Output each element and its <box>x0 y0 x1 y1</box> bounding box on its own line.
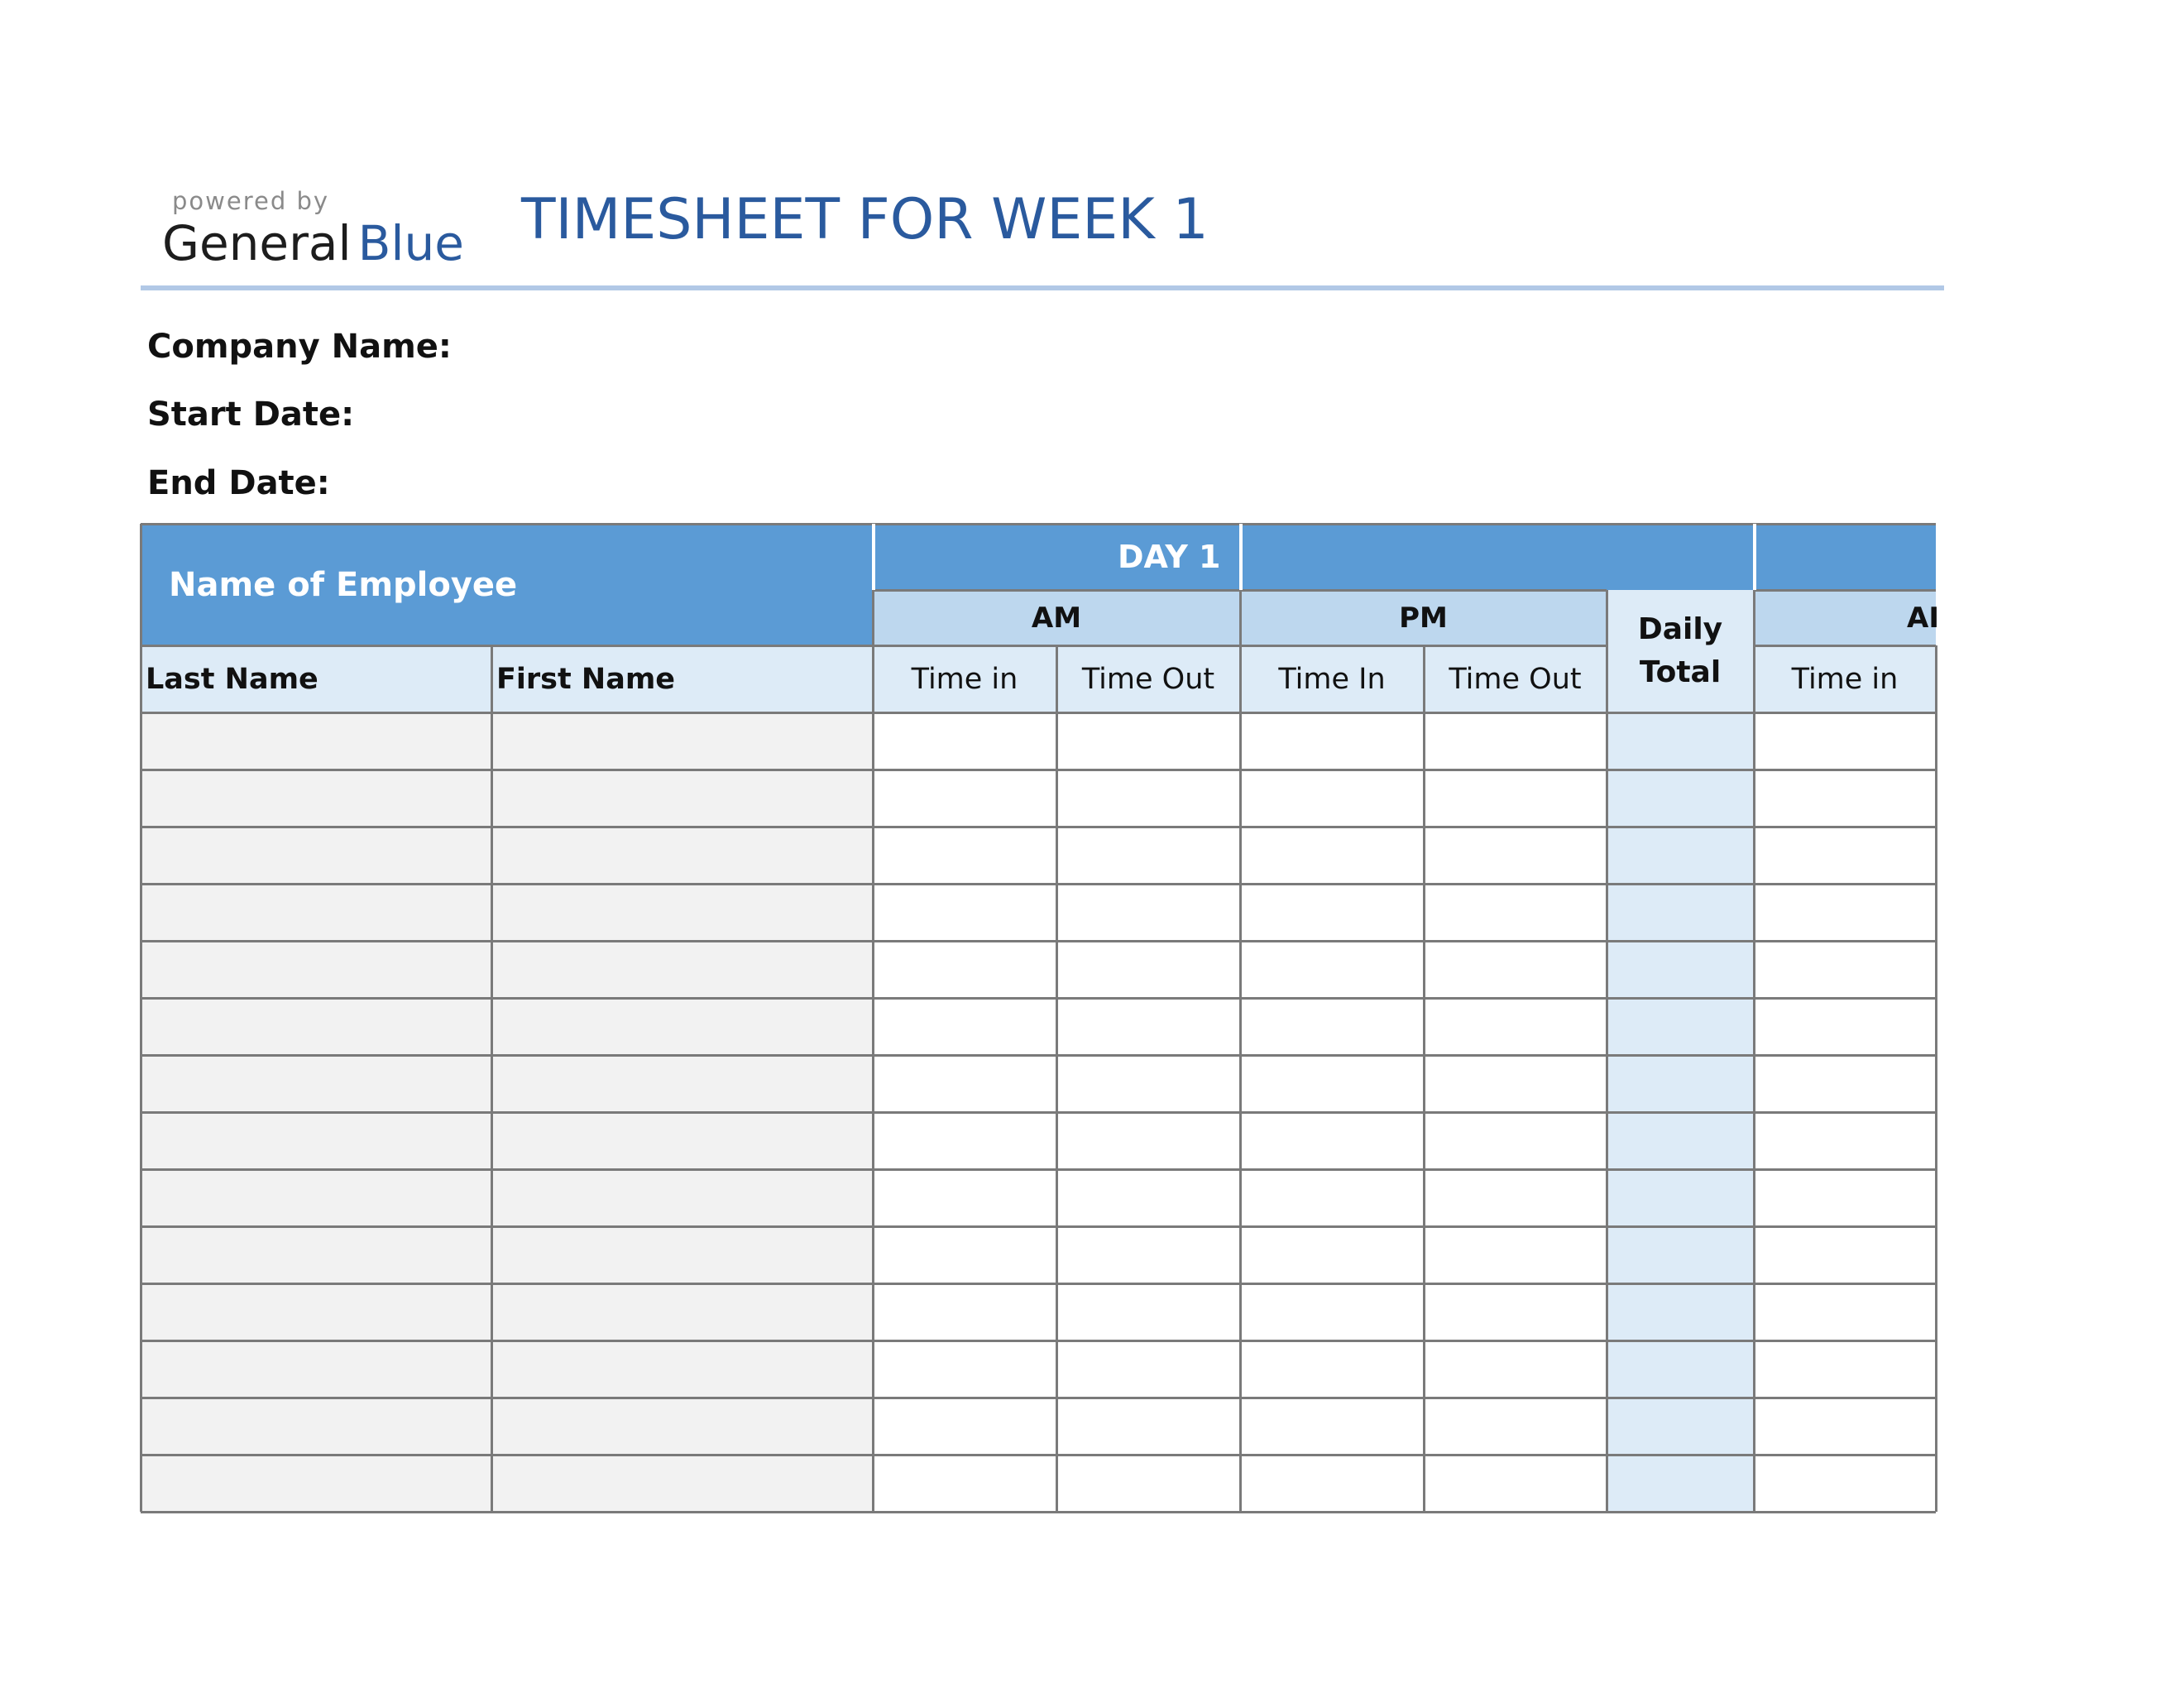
next-am-header <box>1754 590 1939 645</box>
row-divider <box>141 883 1936 885</box>
am-time-in-cell[interactable] <box>873 998 1056 1055</box>
first-name-header <box>491 645 873 712</box>
day-divider <box>872 524 875 590</box>
last-name-cell[interactable] <box>141 941 491 998</box>
daily-total-line2: Total <box>1639 655 1722 689</box>
am-time-out-cell[interactable] <box>1056 884 1240 941</box>
first-name-cell[interactable] <box>491 1112 873 1169</box>
am-time-in-cell[interactable] <box>873 1340 1056 1398</box>
pm-label: PM <box>1399 601 1448 635</box>
pm-time-out-cell[interactable] <box>1424 884 1607 941</box>
next-time-in-label: Time in <box>1791 662 1899 696</box>
row-divider <box>141 1111 1936 1114</box>
last-name-cell[interactable] <box>141 1398 491 1455</box>
pm-time-out-cell[interactable] <box>1424 1112 1607 1169</box>
first-name-cell[interactable] <box>491 712 873 770</box>
daily-total-cell[interactable] <box>1607 1283 1754 1340</box>
row-divider <box>141 1225 1936 1228</box>
row-divider <box>141 712 1936 714</box>
am-time-out-cell[interactable] <box>1056 827 1240 884</box>
next-time-in-cell[interactable] <box>1754 1283 1936 1340</box>
row-divider <box>141 826 1936 828</box>
last-name-cell[interactable] <box>141 1226 491 1283</box>
last-name-header <box>141 645 491 712</box>
am-time-out-cell[interactable] <box>1056 1398 1240 1455</box>
daily-total-cell[interactable] <box>1607 1340 1754 1398</box>
last-name-cell[interactable] <box>141 827 491 884</box>
pm-time-in-cell[interactable] <box>1240 1169 1424 1226</box>
next-time-in-cell[interactable] <box>1754 1112 1936 1169</box>
am-time-out-cell[interactable] <box>1056 1112 1240 1169</box>
next-time-in-cell[interactable] <box>1754 1055 1936 1112</box>
day-2-header <box>1754 524 1936 590</box>
am-time-out-cell[interactable] <box>1056 1055 1240 1112</box>
day-1-label: DAY 1 <box>1118 539 1221 575</box>
next-time-in-cell[interactable] <box>1754 1169 1936 1226</box>
table-left-border <box>140 524 142 1512</box>
next-time-in-cell[interactable] <box>1754 712 1936 770</box>
first-name-cell[interactable] <box>491 1226 873 1283</box>
pm-time-in-cell[interactable] <box>1240 884 1424 941</box>
table-top-border <box>141 523 1936 525</box>
last-name-cell[interactable] <box>141 998 491 1055</box>
pm-time-in-header <box>1240 645 1424 712</box>
pm-time-out-header <box>1424 645 1607 712</box>
pm-time-in-cell[interactable] <box>1240 1112 1424 1169</box>
daily-total-cell[interactable] <box>1607 712 1754 770</box>
next-time-in-cell[interactable] <box>1754 1340 1936 1398</box>
pm-time-out-cell[interactable] <box>1424 712 1607 770</box>
daily-total-cell[interactable] <box>1607 1226 1754 1283</box>
am-time-in-cell[interactable] <box>873 1169 1056 1226</box>
am-time-in-cell[interactable] <box>873 1055 1056 1112</box>
day-divider <box>1753 524 1756 590</box>
row-divider <box>141 1340 1936 1342</box>
last-name-cell[interactable] <box>141 884 491 941</box>
last-name-cell[interactable] <box>141 712 491 770</box>
pm-time-in-cell[interactable] <box>1240 827 1424 884</box>
am-time-in-cell[interactable] <box>873 1455 1056 1512</box>
am-time-in-header <box>873 645 1056 712</box>
next-time-in-cell[interactable] <box>1754 770 1936 827</box>
pm-time-out-cell[interactable] <box>1424 941 1607 998</box>
column-divider <box>491 645 493 1512</box>
am-time-in-cell[interactable] <box>873 884 1056 941</box>
last-name-cell[interactable] <box>141 1169 491 1226</box>
name-of-employee-header <box>141 524 873 645</box>
next-time-in-cell[interactable] <box>1754 1226 1936 1283</box>
pm-time-out-cell[interactable] <box>1424 1283 1607 1340</box>
am-time-in-label: Time in <box>911 662 1018 696</box>
daily-total-header <box>1607 590 1754 712</box>
logo-general-text: General <box>162 215 352 271</box>
first-name-cell[interactable] <box>491 1169 873 1226</box>
pm-time-in-label: Time In <box>1278 662 1386 696</box>
am-time-in-cell[interactable] <box>873 1398 1056 1455</box>
am-time-out-cell[interactable] <box>1056 998 1240 1055</box>
pm-time-out-cell[interactable] <box>1424 770 1607 827</box>
am-time-out-cell[interactable] <box>1056 1169 1240 1226</box>
am-time-in-cell[interactable] <box>873 827 1056 884</box>
pm-time-out-cell[interactable] <box>1424 1398 1607 1455</box>
daily-total-cell[interactable] <box>1607 941 1754 998</box>
column-divider <box>1606 590 1608 1512</box>
pm-header <box>1240 590 1607 645</box>
daily-total-cell[interactable] <box>1607 998 1754 1055</box>
last-name-cell[interactable] <box>141 1340 491 1398</box>
am-time-out-cell[interactable] <box>1056 1283 1240 1340</box>
am-label: AM <box>1031 601 1082 635</box>
pm-time-out-cell[interactable] <box>1424 1226 1607 1283</box>
am-time-out-cell[interactable] <box>1056 1340 1240 1398</box>
row-divider <box>141 940 1936 942</box>
am-time-in-cell[interactable] <box>873 1226 1056 1283</box>
next-time-in-cell[interactable] <box>1754 1455 1936 1512</box>
am-time-out-cell[interactable] <box>1056 1226 1240 1283</box>
first-name-cell[interactable] <box>491 998 873 1055</box>
start-date-label: Start Date: <box>147 396 355 434</box>
next-time-in-cell[interactable] <box>1754 1398 1936 1455</box>
daily-total-cell[interactable] <box>1607 827 1754 884</box>
next-time-in-header <box>1754 645 1936 712</box>
first-name-cell[interactable] <box>491 1398 873 1455</box>
logo-powered-by: powered by <box>172 187 330 215</box>
am-time-in-cell[interactable] <box>873 941 1056 998</box>
pm-time-out-cell[interactable] <box>1424 1455 1607 1512</box>
daily-total-line1: Daily <box>1637 612 1723 646</box>
day-1-header-spacer <box>873 524 1754 590</box>
last-name-cell[interactable] <box>141 1112 491 1169</box>
first-name-cell[interactable] <box>491 1455 873 1512</box>
daily-total-cell[interactable] <box>1607 1169 1754 1226</box>
first-name-cell[interactable] <box>491 1283 873 1340</box>
am-time-in-cell[interactable] <box>873 1112 1056 1169</box>
last-name-cell[interactable] <box>141 770 491 827</box>
row-divider <box>141 769 1936 771</box>
company-name-label: Company Name: <box>147 328 452 366</box>
subheader-divider <box>1754 589 1936 592</box>
pm-time-out-cell[interactable] <box>1424 1055 1607 1112</box>
last-name-label: Last Name <box>146 662 318 696</box>
pm-time-in-cell[interactable] <box>1240 998 1424 1055</box>
pm-time-in-cell[interactable] <box>1240 1340 1424 1398</box>
row-divider <box>141 1054 1936 1057</box>
pm-time-out-cell[interactable] <box>1424 1340 1607 1398</box>
column-divider <box>872 590 874 1512</box>
name-of-employee-label: Name of Employee <box>169 565 518 604</box>
pm-time-in-cell[interactable] <box>1240 1283 1424 1340</box>
row-divider <box>141 1454 1936 1456</box>
first-name-cell[interactable] <box>491 884 873 941</box>
daily-total-cell[interactable] <box>1607 1055 1754 1112</box>
day-divider <box>1239 524 1243 590</box>
am-time-out-header <box>1056 645 1240 712</box>
row-divider <box>141 1283 1936 1285</box>
daily-total-cell[interactable] <box>1607 1455 1754 1512</box>
row-divider <box>141 1511 1936 1513</box>
next-time-in-cell[interactable] <box>1754 941 1936 998</box>
pm-time-in-cell[interactable] <box>1240 1455 1424 1512</box>
page-title: TIMESHEET FOR WEEK 1 <box>521 187 1209 252</box>
am-time-in-cell[interactable] <box>873 770 1056 827</box>
pm-time-in-cell[interactable] <box>1240 770 1424 827</box>
daily-total-cell[interactable] <box>1607 1398 1754 1455</box>
pm-time-in-cell[interactable] <box>1240 712 1424 770</box>
daily-total-cell[interactable] <box>1607 1112 1754 1169</box>
column-divider <box>1423 645 1425 1512</box>
last-name-cell[interactable] <box>141 1283 491 1340</box>
pm-time-out-label: Time Out <box>1449 662 1582 696</box>
first-name-cell[interactable] <box>491 1055 873 1112</box>
first-name-cell[interactable] <box>491 1340 873 1398</box>
pm-time-out-cell[interactable] <box>1424 998 1607 1055</box>
am-header <box>873 590 1240 645</box>
next-time-in-cell[interactable] <box>1754 827 1936 884</box>
table-right-border <box>1935 645 1937 1512</box>
daily-total-cell[interactable] <box>1607 770 1754 827</box>
end-date-label: End Date: <box>147 464 330 502</box>
am-time-in-cell[interactable] <box>873 1283 1056 1340</box>
pm-time-in-cell[interactable] <box>1240 941 1424 998</box>
first-name-label: First Name <box>496 662 676 696</box>
next-time-in-cell[interactable] <box>1754 884 1936 941</box>
pm-time-out-cell[interactable] <box>1424 1169 1607 1226</box>
pm-time-out-cell[interactable] <box>1424 827 1607 884</box>
am-time-in-cell[interactable] <box>873 712 1056 770</box>
am-time-out-cell[interactable] <box>1056 770 1240 827</box>
pm-time-in-cell[interactable] <box>1240 1398 1424 1455</box>
pm-time-in-cell[interactable] <box>1240 1055 1424 1112</box>
column-header-divider <box>1754 645 1936 647</box>
next-time-in-cell[interactable] <box>1754 998 1936 1055</box>
row-divider <box>141 1397 1936 1399</box>
row-divider <box>141 997 1936 1000</box>
next-am-label: AI <box>1907 601 1939 635</box>
logo-blue-text: Blue <box>357 215 464 271</box>
am-time-out-cell[interactable] <box>1056 941 1240 998</box>
first-name-cell[interactable] <box>491 770 873 827</box>
am-time-out-cell[interactable] <box>1056 712 1240 770</box>
column-divider <box>1056 645 1058 1512</box>
last-name-cell[interactable] <box>141 1055 491 1112</box>
column-divider <box>1753 590 1755 1512</box>
first-name-cell[interactable] <box>491 941 873 998</box>
last-name-cell[interactable] <box>141 1455 491 1512</box>
row-divider <box>141 1168 1936 1171</box>
column-divider <box>1239 590 1242 1512</box>
am-time-out-cell[interactable] <box>1056 1455 1240 1512</box>
pm-time-in-cell[interactable] <box>1240 1226 1424 1283</box>
am-time-out-label: Time Out <box>1081 662 1215 696</box>
daily-total-cell[interactable] <box>1607 884 1754 941</box>
first-name-cell[interactable] <box>491 827 873 884</box>
